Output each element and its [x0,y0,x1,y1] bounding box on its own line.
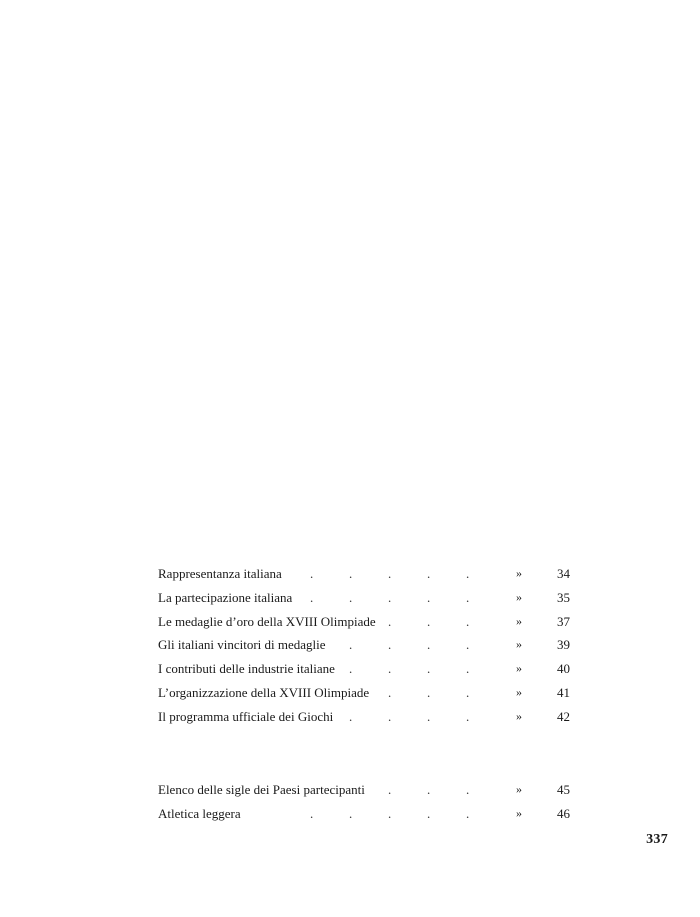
table-of-contents-group-2 [158,778,570,826]
toc-entry [158,586,570,610]
toc-entry-marker: » [516,708,522,723]
table-of-contents-group-1 [158,562,570,729]
toc-entry-title: Atletica leggera [158,802,245,826]
toc-entry-title: I contributi delle industrie italiane [158,657,339,681]
toc-entry [158,705,570,729]
toc-entry-title: La partecipazione italiana [158,586,296,610]
toc-entry [158,681,570,705]
toc-entry [158,778,570,802]
toc-entry [158,657,570,681]
toc-entry-title: Elenco delle sigle dei Paesi partecipanti [158,778,369,802]
toc-entry-marker: » [516,613,522,628]
toc-entry-page: 40 [557,661,570,677]
toc-entry-page: 46 [557,805,570,821]
toc-entry-title: Il programma ufficiale dei Giochi [158,705,337,729]
toc-entry-page: 39 [557,637,570,653]
toc-entry-marker: » [516,637,522,652]
toc-entry-page: 42 [557,708,570,724]
toc-entry-page: 45 [557,782,570,797]
toc-entry-page: 34 [557,566,570,581]
toc-entry-title: Rappresentanza italiana [158,562,286,586]
toc-entry-title: L’organizzazione della XVIII Olimpiade [158,681,373,705]
toc-entry-title: Le medaglie d’oro della XVIII Olimpiade [158,610,380,634]
toc-entry [158,610,570,634]
toc-entry [158,633,570,657]
toc-entry-page: 35 [557,589,570,605]
toc-entry-marker: » [516,782,522,796]
toc-entry [158,802,570,826]
toc-entry-page: 41 [557,684,570,700]
toc-entry-page: 37 [557,613,570,629]
toc-entry-marker: » [516,805,522,820]
toc-entry-marker: » [516,589,522,604]
toc-entry [158,562,570,586]
toc-entry-marker: » [516,684,522,699]
toc-entry-marker: » [516,661,522,676]
toc-entry-marker: » [516,566,522,580]
page-number: 337 [646,832,668,847]
toc-entry-title: Gli italiani vincitori di medaglie [158,633,330,657]
